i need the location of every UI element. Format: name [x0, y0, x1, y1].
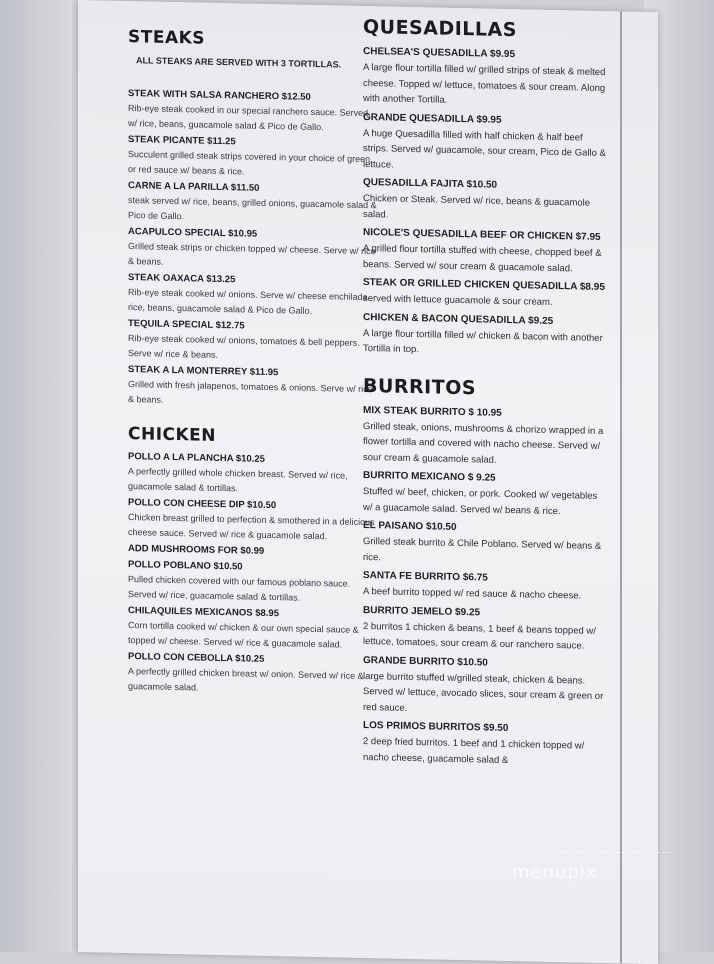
- menu-item-name: GRANDE BURRITO $10.50: [363, 654, 488, 669]
- menu-item-name: STEAK A LA MONTERREY $11.95: [128, 364, 279, 379]
- menu-item-name: ACAPULCO SPECIAL $10.95: [128, 226, 258, 240]
- menu-item-description: Grilled with fresh jalapenos, tomatoes & onions. Serve w/ rice & beans.: [128, 379, 373, 405]
- menu-item: [363, 109, 608, 177]
- menu-item-description: A large flour tortilla filled w/ grilled strips of steak & melted cheese. Topped w/ lettuce, tomatoes & sour cream. Along with another Tortilla.: [363, 61, 606, 106]
- steaks-title: STEAKS: [128, 27, 206, 49]
- menu-item: [363, 402, 608, 470]
- menu-item-description: A perfectly grilled chicken breast w/ onion. Served w/ rice & guacamole salad.: [128, 666, 364, 693]
- menu-item-description: Grilled steak strips or chicken topped w/ cheese. Serve w/ rice & beans.: [128, 241, 376, 267]
- menu-item: [363, 652, 608, 720]
- menu-item-name: POLLO CON CEBOLLA $10.25: [128, 651, 265, 665]
- menu-item-name: STEAK OR GRILLED CHICKEN QUESADILLA $8.95: [363, 276, 605, 294]
- quesadillas-title: QUESADILLAS: [363, 15, 517, 42]
- menu-item-description: Chicken breast grilled to perfection & smothered in a delicious cheese sauce. Served w/ rice & guacamole salad.: [128, 512, 375, 541]
- menu-item: [363, 602, 608, 654]
- menu-item-name: CHELSEA'S QUESADILLA $9.95: [363, 45, 516, 61]
- menu-item-description: Grilled steak, onions, mushrooms & chorizo wrapped in a flower tortilla and covered with nacho cheese. Served w/ sour cream & guacamole salad.: [363, 420, 604, 466]
- menu-item-name: CARNE A LA PARILLA $11.50: [128, 180, 260, 194]
- menu-item: [363, 518, 608, 570]
- menu-item-name: BURRITO MEXICANO $ 9.25: [363, 469, 496, 484]
- burritos-title: BURRITOS: [363, 374, 477, 399]
- left-column: [128, 27, 378, 701]
- menu-item-description: Grilled steak burrito & Chile Poblano. Served w/ beans & rice.: [363, 535, 602, 563]
- menu-item-description: steak served w/ rice, beans, grilled onions, guacamole salad & Pico de Gallo.: [128, 195, 377, 221]
- menu-item: [128, 496, 378, 544]
- menu-item-description: A large flour tortilla filled w/ chicken & bacon with another Tortilla in top.: [363, 327, 603, 356]
- menu-item: [363, 568, 608, 605]
- menu-item: [128, 450, 378, 498]
- menupix-watermark: menupix: [512, 862, 598, 883]
- menu-item-name: GRANDE QUESADILLA $9.95: [363, 111, 502, 126]
- menu-item-description: Rib-eye steak cooked w/ onions. Serve w/ cheese enchilada rice, beans, guacamole salad & Pico de Gallo.: [128, 287, 368, 316]
- menu-item-description: served with lettuce guacamole & sour cream.: [363, 292, 553, 308]
- table-surface-left: [0, 0, 72, 952]
- menu-item: [363, 175, 608, 227]
- burritos-list: [363, 402, 608, 770]
- menu-item: [128, 271, 378, 319]
- menu-item-name: MIX STEAK BURRITO $ 10.95: [363, 404, 502, 419]
- menu-item-name: STEAK OAXACA $13.25: [128, 272, 236, 286]
- menu-item: [363, 468, 608, 520]
- menu-item: [128, 225, 378, 273]
- menu-item: [363, 309, 608, 361]
- right-column: [363, 16, 608, 773]
- menu-item-description: A grilled flour tortilla stuffed with cheese, chopped beef & beans. Served w/ sour cream & guacamole salad.: [363, 242, 602, 274]
- sheet-edge: [620, 11, 622, 963]
- menu-item: [128, 363, 378, 411]
- steaks-note: ALL STEAKS ARE SERVED WITH 3 TORTILLAS.: [136, 55, 342, 70]
- menu-item-description: 2 burritos 1 chicken & beans, 1 beef & beans topped w/ lettuce, tomatoes, sour cream & our ranchero sauce.: [363, 620, 596, 652]
- menu-item: [128, 133, 378, 181]
- chicken-title: CHICKEN: [128, 424, 217, 446]
- menu-item-description: Succulent grilled steak strips covered in your choice of green or red sauce w/ beans & rice.: [128, 149, 371, 176]
- watermark-line: [560, 852, 670, 853]
- menu-item: [363, 718, 608, 770]
- menu-item-description: Stuffed w/ beef, chicken, or pork. Cooked w/ vegetables w/ a guacamole salad. Served w/ beans & rice.: [363, 485, 598, 517]
- menu-item-name: TEQUILA SPECIAL $12.75: [128, 318, 245, 332]
- menu-item-name: POLLO POBLANO $10.50: [128, 559, 243, 573]
- menu-item-description: Rib-eye steak cooked in our special ranchero sauce. Served w/ rice, beans, guacamole salad & Pico de Gallo.: [128, 103, 369, 132]
- menu-item-name: NICOLE'S QUESADILLA BEEF OR CHICKEN $7.95: [363, 226, 601, 243]
- quesadillas-list: [363, 44, 608, 362]
- menu-item-description: Chicken or Steak. Served w/ rice, beans & guacamole salad.: [363, 192, 591, 221]
- menu-item-description: 2 deep fried burritos. 1 beef and 1 chicken topped w/ nacho cheese, guacamole salad &: [363, 735, 585, 766]
- menu-item-description: Pulled chicken covered with our famous poblano sauce. Served w/ rice, guacamole salad & tortillas.: [128, 574, 351, 603]
- menu-item: [128, 650, 378, 698]
- menu-item: [128, 604, 378, 652]
- menu-item: [363, 225, 608, 277]
- quesadillas-section: [363, 16, 608, 362]
- menu-item-name: POLLO A LA PLANCHA $10.25: [128, 451, 265, 465]
- chicken-section: [128, 424, 378, 698]
- menu-item: [128, 558, 378, 606]
- menu-item-name: CHICKEN & BACON QUESADILLA $9.25: [363, 311, 554, 327]
- menu-item-name: STEAK PICANTE $11.25: [128, 134, 236, 148]
- chicken-list: [128, 450, 378, 698]
- steaks-list: [128, 87, 378, 411]
- menu-item-name: STEAK WITH SALSA RANCHERO $12.50: [128, 88, 311, 103]
- menu-item: [128, 179, 378, 227]
- menu-item-name: QUESADILLA FAJITA $10.50: [363, 176, 498, 191]
- menu-item-description: Rib-eye steak cooked w/ onions, tomatoes & bell peppers. Serve w/ rice & beans.: [128, 333, 360, 360]
- menu-item-name: BURRITO JEMELO $9.25: [363, 604, 481, 618]
- menu-item: [363, 275, 608, 312]
- menu-page: [78, 0, 658, 964]
- menu-item-name: ADD MUSHROOMS FOR $0.99: [128, 543, 265, 557]
- menu-item-description: Corn tortilla cooked w/ chicken & our own special sauce & topped w/ cheese. Served w/ rice & guacamole salad.: [128, 620, 359, 650]
- menu-item-name: LOS PRIMOS BURRITOS $9.50: [363, 719, 509, 735]
- menu-item: [128, 87, 378, 135]
- menu-item: [128, 317, 378, 365]
- menu-item-description: A beef burrito topped w/ red sauce & nacho cheese.: [363, 585, 582, 602]
- steaks-section: [128, 27, 378, 411]
- menu-item-name: CHILAQUILES MEXICANOS $8.95: [128, 605, 279, 620]
- menu-item-description: large burrito stuffed w/grilled steak, chicken & beans. Served w/ lettuce, avocado slices, sour cream & green or red sauce.: [363, 670, 604, 714]
- menu-item-name: POLLO CON CHEESE DIP $10.50: [128, 497, 277, 512]
- menu-item-description: A huge Quesadilla filled with half chicken & half beef strips. Served w/ guacamole, sour cream, Pico de Gallo & lettuce.: [363, 127, 606, 171]
- burritos-section: [363, 374, 608, 770]
- menu-item-name: SANTA FE BURRITO $6.75: [363, 569, 488, 584]
- menu-item-name: EL PAISANO $10.50: [363, 519, 457, 533]
- menu-item: [363, 44, 608, 112]
- menu-item-description: A perfectly grilled whole chicken breast. Served w/ rice, guacamole salad & tortillas.: [128, 466, 348, 493]
